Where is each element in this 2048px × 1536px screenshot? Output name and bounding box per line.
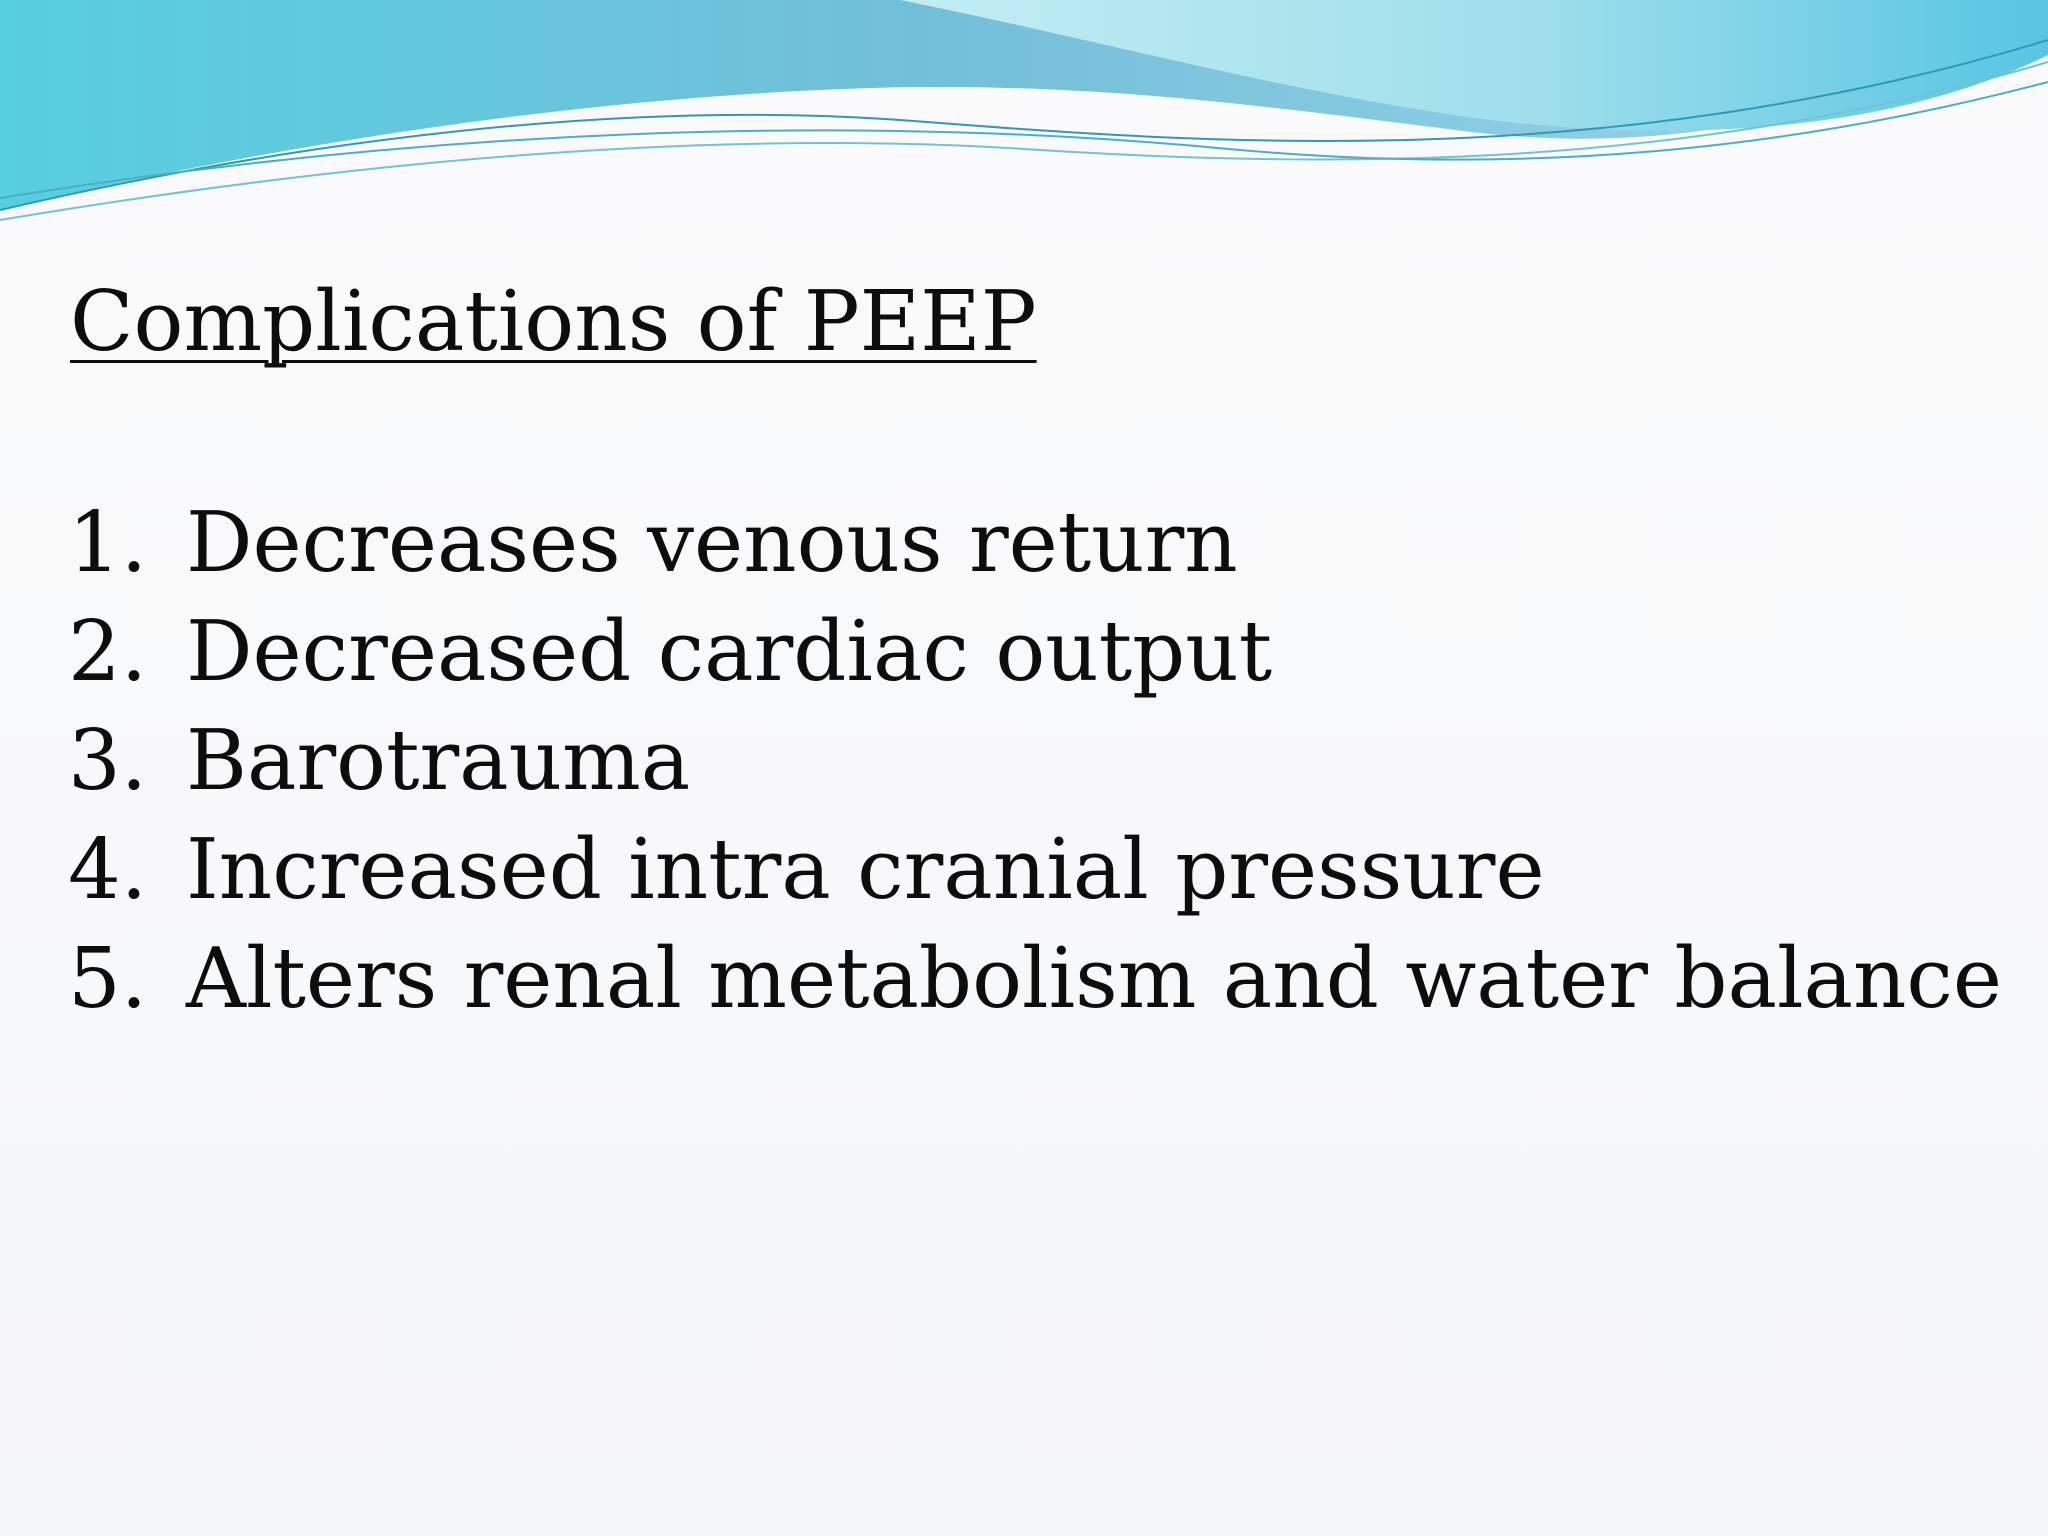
list-item-number: 2.: [68, 603, 148, 700]
list-item-text: Increased intra cranial pressure: [186, 821, 1545, 918]
list-item: [68, 706, 2002, 815]
list-item-text: Barotrauma: [186, 712, 691, 809]
list-item: [68, 924, 2002, 1033]
list-item-number: 5.: [68, 930, 148, 1027]
list-item-number: 1.: [68, 494, 148, 591]
wave-header-decoration: [0, 0, 2048, 240]
complication-list: [68, 488, 2002, 1033]
list-item-number: 4.: [68, 821, 148, 918]
slide-title: Complications of PEEP: [70, 273, 1037, 370]
list-item-text: Decreases venous return: [186, 494, 1238, 591]
list-item: [68, 597, 2002, 706]
list-item-text: Alters renal metabolism and water balance: [186, 930, 2003, 1027]
list-item-text: Decreased cardiac output: [186, 603, 1273, 700]
list-item: [68, 488, 2002, 597]
list-item: [68, 815, 2002, 924]
list-item-number: 3.: [68, 712, 148, 809]
